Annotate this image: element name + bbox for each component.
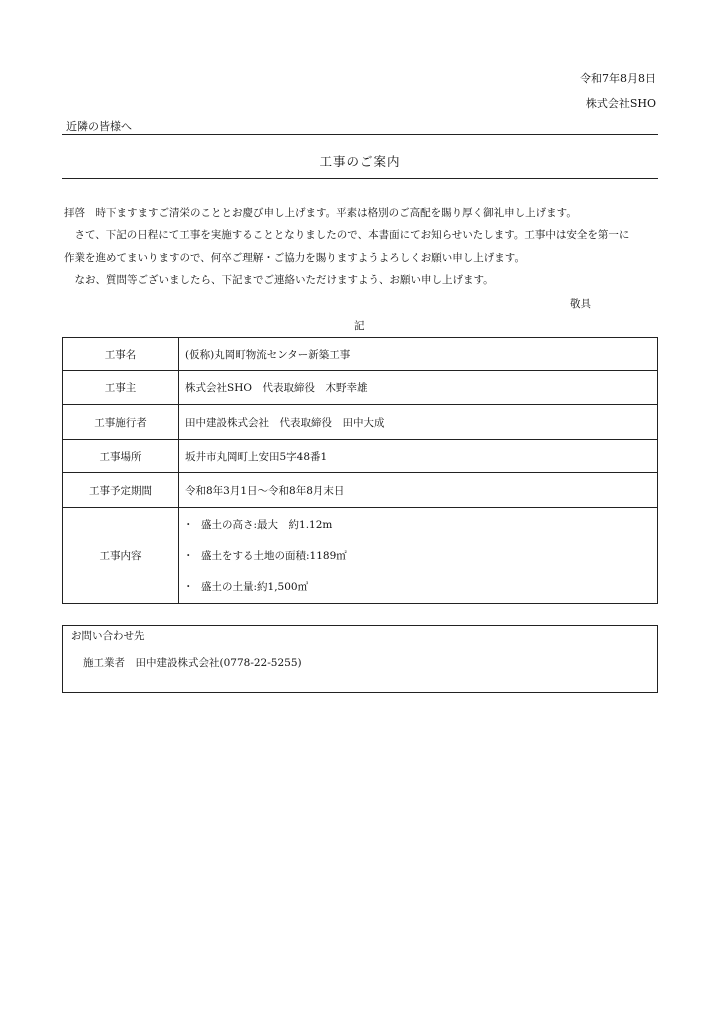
row-label: 工事場所 [63, 440, 179, 473]
list-item [179, 571, 657, 602]
addressee: 近隣の皆様へ [66, 120, 132, 133]
content-item-text: 盛土の高さ:最大 約1.12m [201, 519, 333, 531]
row-label: 工事主 [63, 371, 179, 405]
body-line-3: 作業を進めてまいりますので、何卒ご理解・ご協力を賜りますようよろしくお願い申し上げます。 [64, 252, 525, 264]
row-value: (仮称)丸岡町物流センター新築工事 [179, 338, 658, 371]
content-list [179, 508, 658, 604]
bullet-icon: ・ [183, 519, 194, 531]
row-label: 工事名 [63, 338, 179, 371]
body-line-4: なお、質問等ございましたら、下記までご連絡いただけますよう、お願い申し上げます。 [64, 274, 494, 286]
table-row [63, 405, 658, 440]
row-label: 工事内容 [63, 508, 179, 604]
table-row [63, 473, 658, 508]
document-date: 令和7年8月8日 [580, 72, 656, 85]
list-item [179, 540, 657, 571]
row-value: 令和8年3月1日～令和8年8月末日 [179, 473, 658, 508]
contact-box [62, 625, 658, 693]
row-value: 株式会社SHO 代表取締役 木野幸雄 [179, 371, 658, 405]
body-line-2: さて、下記の日程にて工事を実施することとなりましたので、本書面にてお知らせいたします。工事中は安全を第一に [64, 229, 630, 241]
bullet-icon: ・ [183, 581, 194, 593]
row-label: 工事施行者 [63, 405, 179, 440]
body-line-1: 拝啓 時下ますますご清栄のこととお慶び申し上げます。平素は格別のご高配を賜り厚く御礼申し上げます。 [64, 207, 577, 219]
contact-line: 施工業者 田中建設株式会社(0778-22-5255) [83, 657, 302, 669]
table-row-content [63, 508, 658, 604]
table-row [63, 338, 658, 371]
row-value: 坂井市丸岡町上安田5字48番1 [179, 440, 658, 473]
content-item-text: 盛土をする土地の面積:1189㎡ [201, 550, 347, 562]
row-label: 工事予定期間 [63, 473, 179, 508]
contact-heading: お問い合わせ先 [71, 630, 145, 642]
bullet-icon: ・ [183, 550, 194, 562]
title-top-rule [62, 134, 658, 135]
row-value: 田中建設株式会社 代表取締役 田中大成 [179, 405, 658, 440]
list-item [179, 509, 657, 540]
sender-company: 株式会社SHO [585, 97, 656, 110]
construction-info-table [62, 337, 658, 604]
table-row [63, 371, 658, 405]
content-item-text: 盛土の土量:約1,500㎥ [201, 581, 309, 593]
closing-keigu: 敬具 [570, 298, 591, 310]
ki-marker: 記 [354, 320, 365, 332]
title-bottom-rule [62, 178, 658, 179]
table-row [63, 440, 658, 473]
document-title: 工事のご案内 [319, 154, 401, 169]
